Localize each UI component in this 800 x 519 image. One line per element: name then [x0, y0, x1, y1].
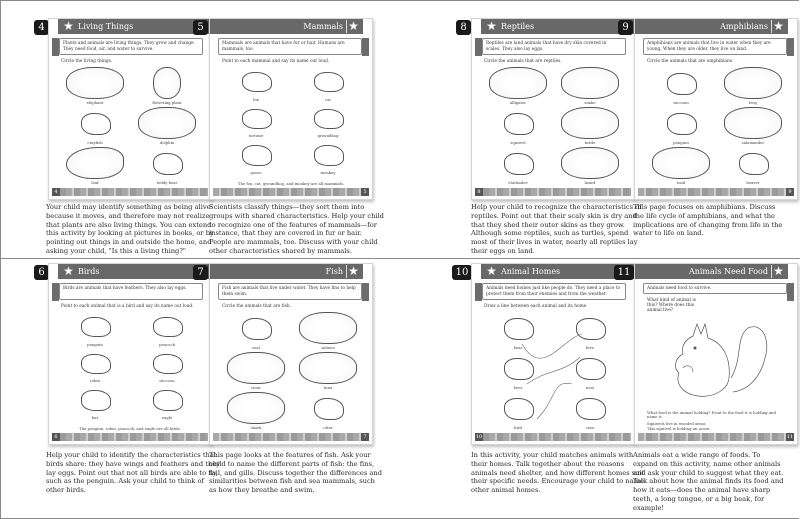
picture-item[interactable]: chickadee: [486, 147, 550, 185]
picture-item[interactable]: toad: [649, 147, 713, 185]
goose-picture: [227, 140, 285, 169]
raccoon-picture: [652, 67, 710, 99]
picture-item[interactable]: squirrel: [486, 107, 550, 145]
intro-box: Animals need food to survive.: [643, 283, 787, 294]
parent-note: Help your child to recognize the characteristics of reptiles. Point out that their scaly skin is dry and that they shed their outer skins as they grow. Although some reptiles, such as turtles, spend most of their lives in water, nearly all reptiles lay their eggs on land.: [471, 203, 642, 255]
workbook-page-fish: [209, 263, 373, 445]
footer-strip: 11: [638, 433, 794, 441]
tuna-picture: [299, 352, 357, 384]
picture-item[interactable]: raccoon: [135, 349, 199, 384]
toad-picture: [652, 147, 710, 179]
picture-item[interactable]: nest: [558, 352, 622, 390]
footer-strip: 6: [52, 433, 208, 441]
star-icon: ★: [63, 19, 74, 33]
salmon-picture: [299, 312, 357, 344]
side-tab: [787, 38, 794, 56]
instruction: What kind of animal is this? Where does this animal live?: [647, 298, 696, 313]
picture-grid: [63, 67, 199, 185]
footer-strip: 7: [213, 433, 369, 441]
footer-strip: 5: [213, 188, 369, 196]
picture-item[interactable]: cat: [296, 67, 360, 102]
cat-picture: [299, 67, 357, 96]
picture-item[interactable]: seal: [224, 312, 288, 350]
instruction: Point to each animal that is a bird and say its name out loud.: [61, 304, 194, 309]
picture-item[interactable]: trout: [224, 352, 288, 390]
page-title: ★ Animal Homes: [481, 264, 634, 279]
page-number-badge: 10: [452, 265, 472, 280]
workbook-page-amphibians: [634, 18, 798, 200]
parent-note: Animals eat a wide range of foods. To expand on this activity, name other animals and ask your child to suggest what they eat. Talk about how the animal finds its food and how it eats—does the animal have sharp teeth, a long tongue, or a big beak, for example!: [633, 451, 784, 512]
plant-picture: [153, 67, 182, 99]
footer-strip: 8: [475, 188, 631, 196]
parent-note: Your child may identify something as being alive because it moves, and therefore may not realize that plants are also living things. You can extend this activity by looking at pictures in books, or by pointing out things in and outside the home, and asking your child, "Is this a living thing?": [46, 203, 214, 255]
picture-item[interactable]: bear: [486, 312, 550, 350]
workbook-page-animal-homes: [471, 263, 635, 445]
picture-item[interactable]: robin: [63, 349, 127, 384]
answer-lines: Squirrels live in wooded areas. This squirrel is holding an acorn.: [647, 421, 711, 431]
picture-item[interactable]: elephant: [63, 67, 127, 105]
monkey-picture: [299, 140, 357, 169]
page-title: Fish ★: [210, 264, 363, 279]
page-title: Amphibians ★: [635, 19, 788, 34]
page-title: ★ Birds: [58, 264, 211, 279]
footer-strip: 9: [638, 188, 794, 196]
lizard-picture: [561, 147, 619, 179]
turtle-picture: [561, 107, 619, 139]
picture-item[interactable]: leaf: [63, 147, 127, 185]
picture-grid: [224, 312, 360, 430]
star-icon: ★: [346, 20, 360, 33]
side-tab: [475, 38, 482, 56]
picture-item[interactable]: crayfish: [63, 107, 127, 145]
row-divider: [0, 258, 800, 259]
star-icon: ★: [771, 20, 785, 33]
instruction: Point to each mammal and say its name out loud.: [222, 59, 330, 64]
penguin-picture: [66, 312, 124, 341]
picture-item[interactable]: dolphin: [135, 107, 199, 145]
page-number-badge: 9: [618, 20, 633, 35]
picture-item[interactable]: alligator: [486, 67, 550, 105]
instruction: Circle the animals that are fish.: [222, 304, 291, 309]
picture-item[interactable]: salamander: [721, 107, 785, 145]
picture-item[interactable]: turtle: [558, 107, 622, 145]
instruction: Circle the animals that are amphibians.: [647, 59, 734, 64]
picture-item[interactable]: bird: [486, 392, 550, 430]
star-icon: ★: [486, 19, 497, 33]
parent-note: Help your child to identify the characteristics that birds share: they have wings and feathers and they lay eggs. Point out that not all birds are able to fly, such as the penguin. Ask your child to think of other birds.: [46, 451, 220, 495]
page-number-badge: 4: [34, 20, 49, 35]
picture-item[interactable]: tuna: [296, 352, 360, 390]
dolphin-picture: [138, 107, 196, 139]
page-number-badge: 11: [614, 265, 634, 280]
intro-box: Mammals are animals that have fur or hair. Humans are mammals, too.: [218, 38, 362, 55]
picture-grid: [649, 67, 785, 185]
robin-picture: [66, 349, 124, 378]
picture-item[interactable]: hive: [558, 312, 622, 350]
frog-picture: [724, 67, 782, 99]
workbook-page-living-things: [48, 18, 212, 200]
beaver-picture: [724, 147, 782, 179]
workbook-page-reptiles: [471, 18, 635, 200]
page-number-badge: 7: [193, 265, 208, 280]
picture-item[interactable]: penguin: [63, 312, 127, 347]
fox-picture: [227, 67, 285, 96]
side-tab: [362, 38, 369, 56]
eagle-picture: [138, 385, 196, 414]
picture-item[interactable]: goose: [224, 140, 288, 175]
chickadee-picture: [489, 147, 547, 179]
seal-picture: [227, 312, 285, 344]
star-icon: ★: [63, 264, 74, 278]
penguin-picture: [652, 107, 710, 139]
picture-item[interactable]: raccoon: [649, 67, 713, 105]
picture-grid: [63, 312, 199, 420]
side-tab: [362, 283, 369, 301]
instruction: Circle the living things.: [61, 59, 113, 64]
picture-item[interactable]: flowering plant: [135, 67, 199, 105]
page-title: Mammals ★: [210, 19, 363, 34]
picture-item[interactable]: peacock: [135, 312, 199, 347]
page-title: ★ Living Things: [58, 19, 211, 34]
teddy-bear-picture: [138, 147, 196, 179]
matching-lines: [502, 319, 602, 429]
side-tab: [475, 283, 482, 301]
picture-item[interactable]: groundhog: [296, 104, 360, 139]
parent-note: This page looks at the features of fish. Ask your child to name the different parts of fish: the fins, tail, and gills. Discuss together the differences and similarities between fish and sea mammals, such as how they breathe and swim.: [209, 451, 382, 495]
intro-box: Plants and animals are living things. They grow and change. They need food, air, and water to survive.: [59, 38, 203, 55]
tortoise-picture: [227, 104, 285, 133]
salamander-picture: [724, 107, 782, 139]
picture-item[interactable]: otter: [296, 392, 360, 430]
picture-item[interactable]: teddy bear: [135, 147, 199, 185]
parent-note: This page focuses on amphibians. Discuss the life cycle of amphibians, and what the implications are of changing from life in the water to life on land.: [633, 203, 783, 238]
picture-item[interactable]: bees: [486, 352, 550, 390]
crayfish-picture: [66, 107, 124, 139]
parent-note: In this activity, your child matches animals with their homes. Talk together about the reasons animals need shelter, and how different homes suit their specific needs. Encourage your child to name other animal homes.: [471, 451, 645, 495]
picture-item[interactable]: beaver: [721, 147, 785, 185]
footer-strip: 10: [475, 433, 631, 441]
trout-picture: [227, 352, 285, 384]
intro-box: Birds are animals that have feathers. They also lay eggs.: [59, 283, 203, 300]
footer-question: What food is the animal holding? Point to the food it is holding and name it.: [647, 409, 776, 420]
elephant-picture: [66, 67, 124, 99]
page-title: Animals Need Food ★: [635, 264, 788, 279]
side-tab: [52, 283, 59, 301]
squirrel-picture: [653, 318, 779, 402]
side-tab: [52, 38, 59, 56]
page-title: ★ Reptiles: [481, 19, 634, 34]
shark-picture: [227, 392, 285, 424]
intro-box: Amphibians are animals that live in water when they are young. When they are older, they live on land.: [643, 38, 787, 55]
picture-item[interactable]: tortoise: [224, 104, 288, 139]
intro-box: Fish are animals that live under water. They have fins to help them swim.: [218, 283, 362, 300]
page-number-badge: 8: [456, 20, 471, 35]
intro-box: Animals need homes just like people do. They need a place to protect them from their enemies and from the weather.: [482, 283, 626, 300]
footer-strip: 4: [52, 188, 208, 196]
picture-item[interactable]: monkey: [296, 140, 360, 175]
picture-item[interactable]: shark: [224, 392, 288, 430]
parent-note: Scientists classify things—they sort them into groups with shared characteristics. Help your child to recognize one of the features of mammals—for instance, that they are covered in fur or hair. People are mammals, too. Discuss with your child other characteristics shared by mammals.: [209, 203, 384, 255]
picture-item[interactable]: snake: [558, 67, 622, 105]
bat-picture: [66, 385, 124, 414]
picture-grid: [224, 67, 360, 175]
raccoon-picture: [138, 349, 196, 378]
star-icon: ★: [771, 265, 785, 278]
snake-picture: [561, 67, 619, 99]
squirrel-picture: [489, 107, 547, 139]
leaf-picture: [66, 147, 124, 179]
workbook-page-birds: [48, 263, 212, 445]
picture-item[interactable]: eagle: [135, 385, 199, 420]
instruction: Draw a line between each animal and its home.: [484, 304, 588, 309]
page-number-badge: 5: [193, 20, 208, 35]
picture-item[interactable]: frog: [721, 67, 785, 105]
star-icon: ★: [346, 265, 360, 278]
alligator-picture: [489, 67, 547, 99]
picture-item[interactable]: lizard: [558, 147, 622, 185]
picture-item[interactable]: salmon: [296, 312, 360, 350]
page-number-badge: 6: [34, 265, 49, 280]
intro-box: Reptiles are land animals that have dry skin covered in scales. They also lay eggs.: [482, 38, 626, 55]
otter-picture: [299, 392, 357, 424]
footer-note: The penguin, robin, peacock, and eagle are all birds.: [79, 426, 181, 431]
groundhog-picture: [299, 104, 357, 133]
workbook-page-mammals: [209, 18, 373, 200]
picture-grid: [486, 67, 622, 185]
footer-note: The fox, cat, groundhog, and monkey are all mammals.: [237, 181, 345, 186]
workbook-page-animals-need-food: [634, 263, 798, 445]
picture-item[interactable]: penguin: [649, 107, 713, 145]
peacock-picture: [138, 312, 196, 341]
picture-item[interactable]: fox: [224, 67, 288, 102]
picture-item[interactable]: bat: [63, 385, 127, 420]
star-icon: ★: [486, 264, 497, 278]
picture-item[interactable]: cave: [558, 392, 622, 430]
side-tab: [787, 283, 794, 301]
instruction: Circle the animals that are reptiles.: [484, 59, 562, 64]
